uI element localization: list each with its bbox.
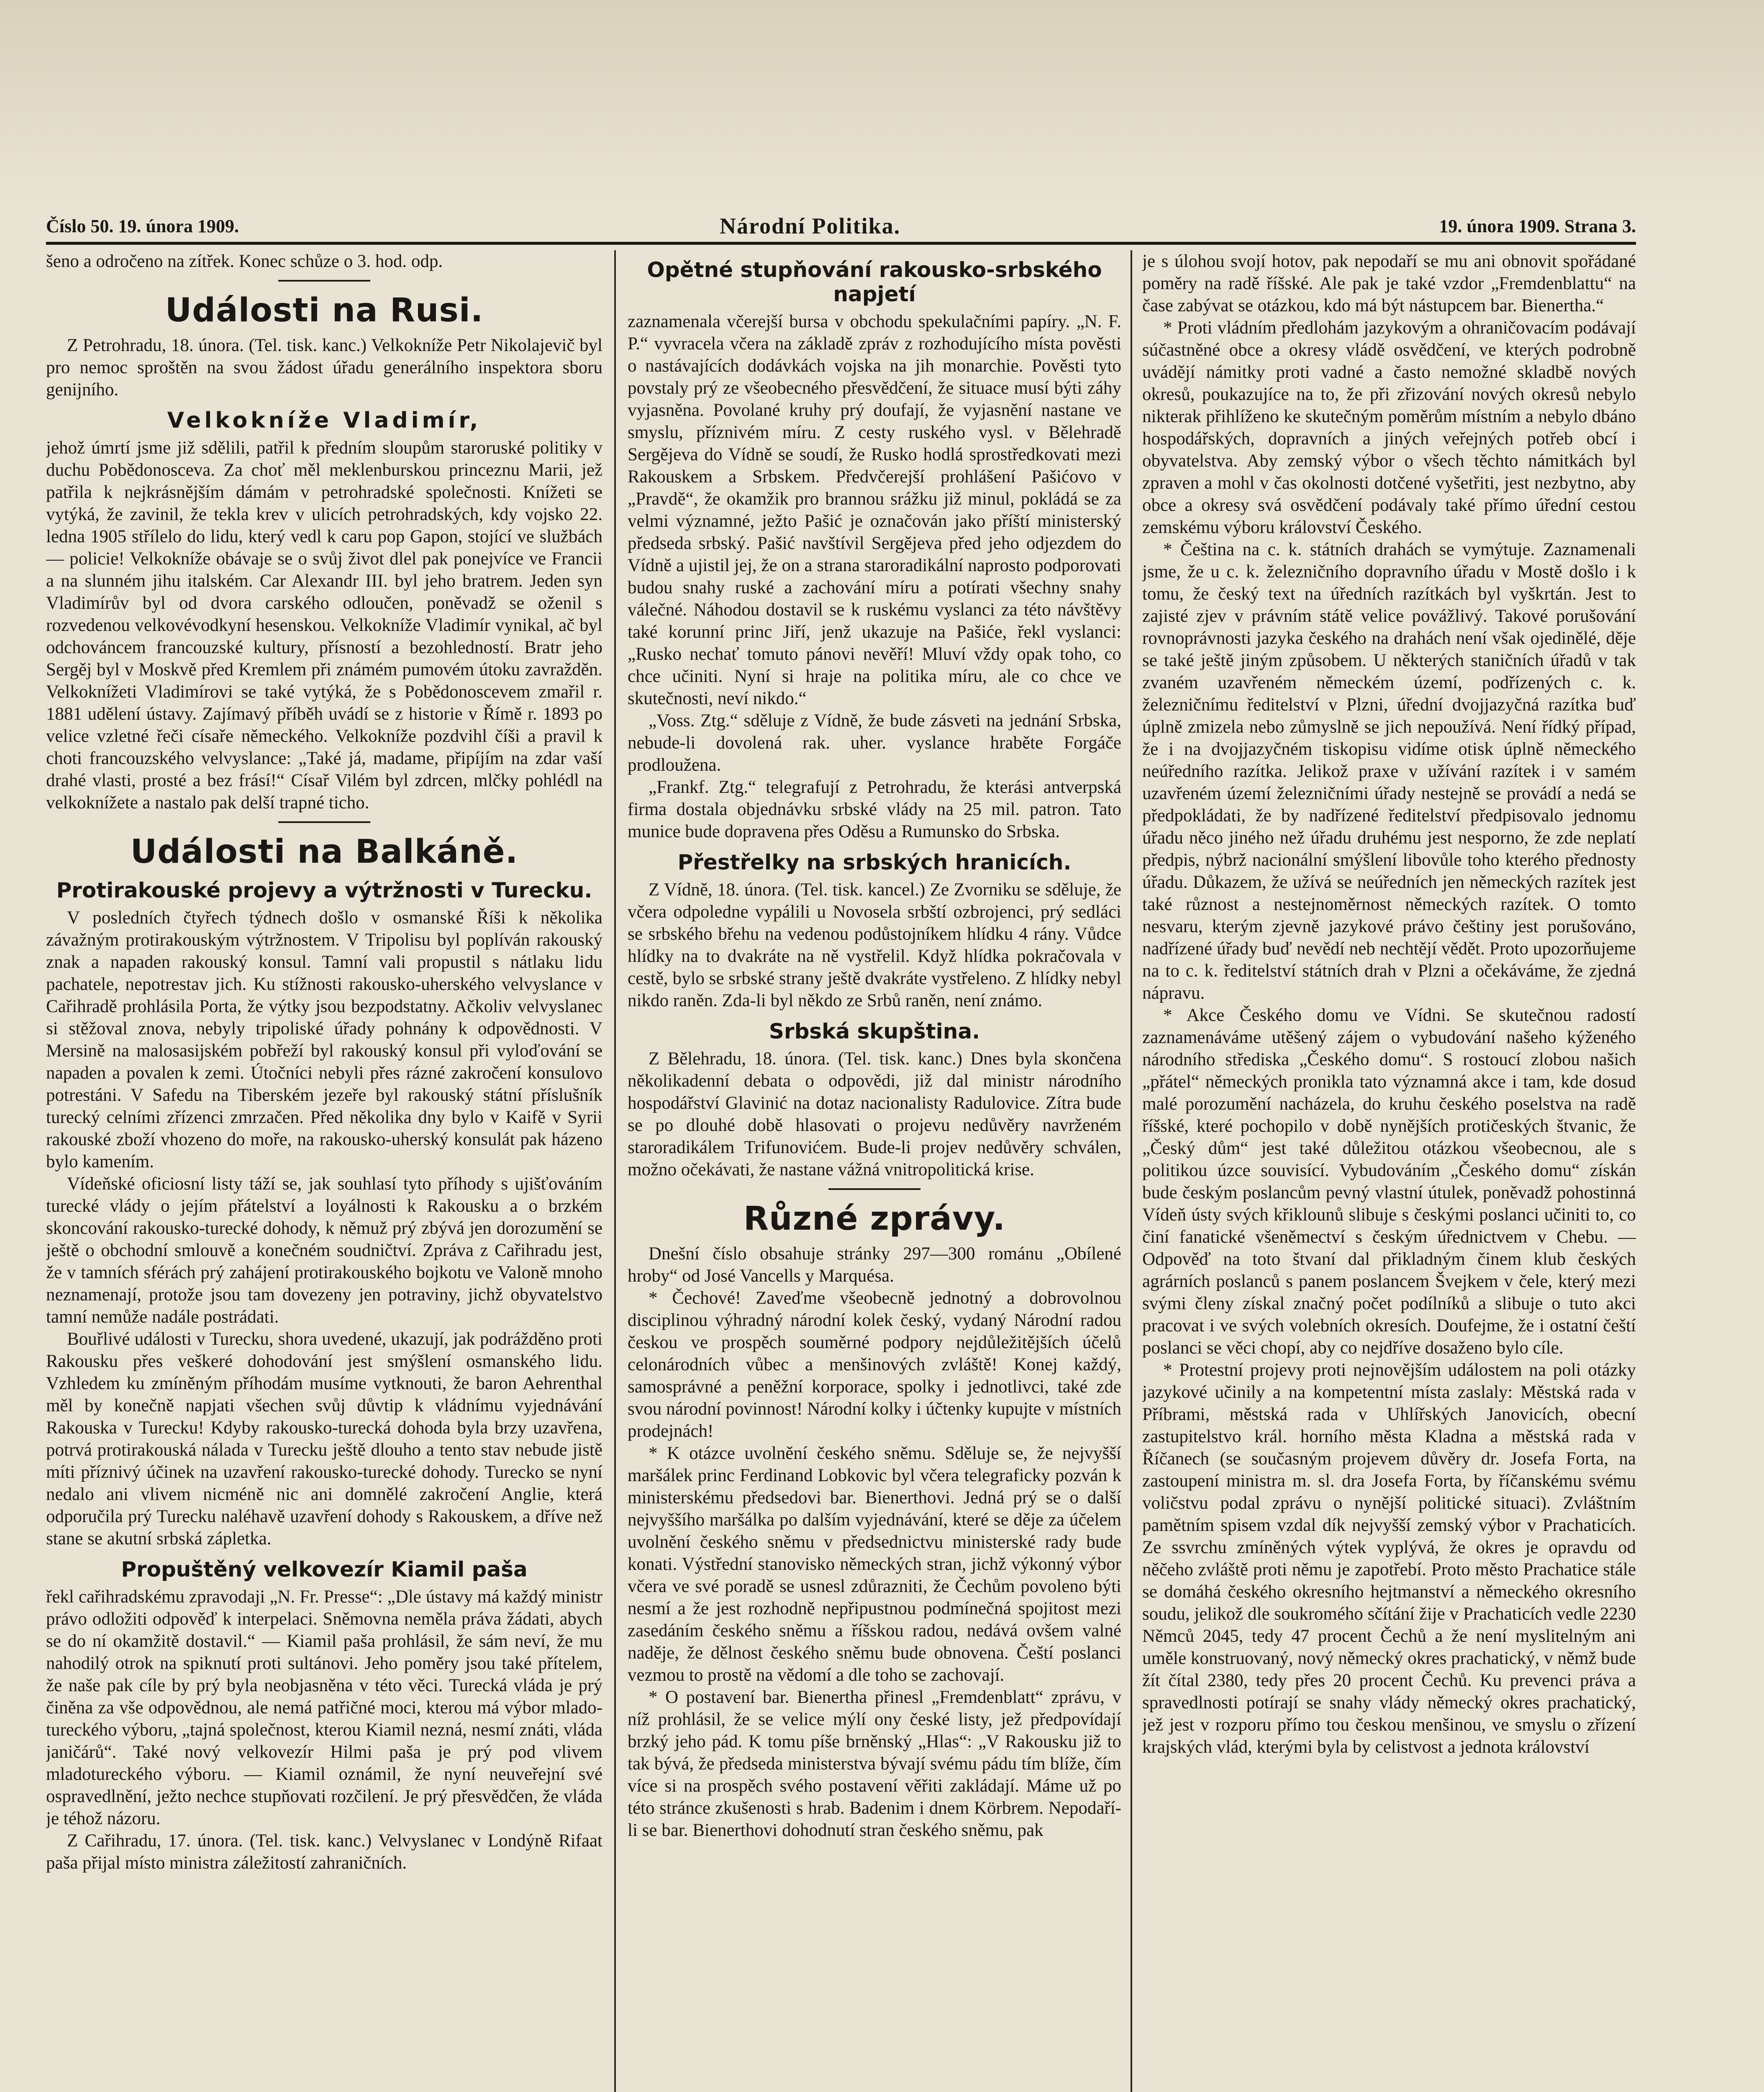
paragraph: Z Bělehradu, 18. února. (Tel. tisk. kanc.) Dnes byla skončena několikadenní debata o odpovědi, již dal ministr národního hospodářství Glavinić na dotaz nacionalisty Radulovice. Zítra bude se po dlouhé době hlasovati o projevu nedůvěry navrženém staroradikálem Trifunovićem. Bude-li projev nedůvěry schválen, možno očekávati, že nastane vážná vnitropolitická krise. [628, 1049, 1121, 1179]
paragraph: Dnešní číslo obsahuje stránky 297—300 románu „Obílené hroby“ od José Vancells y Marquésa. [628, 1244, 1121, 1286]
paragraph: Z Petrohradu, 18. února. (Tel. tisk. kanc.) Velkokníže Petr Nikolajevič byl pro nemoc sproštěn na svou žádost úřadu generálního inspektora sboru genijního. [46, 336, 603, 400]
subheading: Protirakouské projevy a výtržnosti v Turecku. [56, 878, 592, 902]
header-rule [46, 242, 1636, 245]
paragraph: Vídeňské oficiosní listy táží se, jak souhlasí tyto příhody s ujišťováním turecké vlády o jejím přátelství a loyálnosti k Rakousku a o brzkém skoncování rakousko-turecké dohody, k němuž prý zbývá jen dorozumění se ještě o obchodní smlouvě a konečném soudničtví. Zpráva z Cařihradu jest, že v tamních sférách prý zahájení protirakouského bojkotu ve Valoně mnoho neznamenají, protože jsou tam dovezeny jen potraviny, jichž obyvatelstvo tamní nemůže nadále postrádati. [46, 1174, 603, 1327]
paragraph: Z Vídně, 18. února. (Tel. tisk. kancel.) Ze Zvorniku se sděluje, že včera odpoledne vypálili u Novosela srbští ozbrojenci, prý sedláci se srbského břehu na vedenou podůstojníkem hlídku 4 rány. Vůdce hlídky na to dvakráte na ně vystřelil. Když hlídka pokračovala v cestě, bylo se srbské strany ještě dvakráte vystřeleno. Z hlídky nebyl nikdo raněn. Zda-li byl někdo ze Srbů raněn, není známo. [628, 880, 1121, 1010]
section-heading: Různé zprávy. [743, 1200, 1006, 1238]
paragraph: je s úlohou svojí hotov, pak nepodaří se mu ani obnovit spořádané poměry na radě říšské. Ale pak je také vzdor „Fremdenblattu“ na čase zabývat se otázkou, kdo má být nástupcem bar. Bienertha.“ [1142, 251, 1636, 315]
column-2 [628, 250, 1121, 2092]
paragraph: zaznamenala včerejší bursa v obchodu spekulačními papíry. „N. F. P.“ vyvracela včera na základě zpráv z rozhodujícího místa pověsti o nastávajících dodávkách vojska na jih monarchie. Pověsti tyto povstaly prý ze všeobecného přesvědčení, že situace musí býti záhy vyjasněna. Povolané kruhy prý doufají, že vyjasnění nastane ve smyslu, příznivém míru. Z cesty ruského vysl. v Bělehradě Sergějeva do Vídně se soudí, že Rusko hodlá sprostředkovati mezi Rakouskem a Srbskem. Předvčerejší prohlášení Pašićovo v „Pravdě“, že okamžik pro brannou srážku již minul, pokládá se za velmi významné, ježto Pašić je označován jako příští ministerský předseda srbský. Pašić navštívil Sergějeva před jeho odjezdem do Vídně a ujistil jej, že on a strana staroradikální naprosto podporovati budou snahy ruské a zachování míru a potírati všechny snahy válečné. Náhodou dostavil se k ruskému vyslanci za této návštěvy také korunní princ Jiří, jenž ukazuje na Pašiće, řekl vyslanci: „Rusko nechať tomuto pánovi nevěří! Mluví vždy opak toho, co chce učiniti. Nyní si hraje na politika míru, ale co chce ve skutečnosti, neví nikdo.“ [628, 312, 1121, 708]
subheading: Propuštěný velkovezír Kiamil paša [121, 1557, 528, 1582]
subheading: Přestřelky na srbských hranicích. [677, 850, 1072, 874]
section-rule [828, 1188, 920, 1190]
column-divider [1131, 250, 1132, 2092]
issue-number: Číslo 50. 19. února 1909. [46, 216, 239, 236]
paragraph: „Frankf. Ztg.“ telegrafují z Petrohradu, že kterási antverpská firma dostala objednávku srbské vlády na 25 mil. patron. Tato munice bude dopravena přes Oděsu a Rumunsko do Srbska. [628, 777, 1121, 841]
column-1 [46, 250, 603, 2092]
paragraph: V posledních čtyřech týdnech došlo v osmanské Říši k několika závažným protirakouským výtržnostem. V Tripolisu byl poplíván rakouský znak a napaden rakouský konsul. Tamní vali propustil s nátlaku lidu pachatele, nepotrestav jich. Ku stížnosti rakousko-uherského velvyslance v Cařihradě prohlásila Porta, že výtky jsou bezpodstatny. Ačkoliv velvyslanec si stěžoval znova, nebyly tripoliské úřady pohnány k odpovědnosti. V Mersině na malosasijském pobřeží byl rakouský konsul při vyloďování se napaden a povalen k zemi. Útočníci nebyli přes rázné zakročení konsulovo potrestáni. V Safedu na Tiberském jezeře byl rakouský státní příslušník turecký celními zřízenci zmrzačen. Před několika dny bylo v Kaifě v Syrii rakouské zboží vhozeno do moře, na rakousko-uherský konsulát pak házeno bylo kamením. [46, 908, 603, 1172]
paragraph: * K otázce uvolnění českého sněmu. Sděluje se, že nejvyšší maršálek princ Ferdinand Lobkovic byl včera telegraficky pozván k ministerskému předsedovi bar. Bienerthovi. Jedná prý se o další nejvyššího maršálka po dalším vyjednávání, které se děje za účelem uvolnění českého sněmu v předsednictvu ministerské rady bude konati. Výstřední stanovisko německých stran, jichž výkonný výbor včera ve své poradě se usnesl zdůrazniti, že Čechům povoleno býti nesmí a že jest rozhodně nepřipustnou podmínečná spojitost mezi zasedáním českého sněmu a říšskou radou, nedává ovšem valné naděje, že dělnost českého sněmu bude obnovena. Čeští poslanci vezmou to prostě na vědomí a dle toho se zachovají. [628, 1443, 1121, 1685]
paragraph: „Voss. Ztg.“ sděluje z Vídně, že bude zásveti na jednání Srbska, nebude-li dovolená rak. uher. vyslance hraběte Forgáče prodloužena. [628, 711, 1121, 775]
subheading: Srbská skupština. [769, 1019, 980, 1043]
paragraph: jehož úmrtí jsme již sdělili, patřil k předním sloupům staroruské politiky v duchu Pobědonosceva. Za choť měl meklenburskou princeznu Marii, jež patřila k nejkrásnějším dámám v petrohradské společnosti. Knížeti se vytýká, že zavinil, že tekla krev v ulicích petrohradských, kdy vojsko 22. ledna 1905 střílelo do lidu, který vedl k caru pop Gapon, stojící ve službách — policie! Velkokníže obávaje se o svůj život dlel pak ponejvíce ve Francii a na slunném jihu italském. Car Alexandr III. byl jeho bratrem. Jeden syn Vladimírův byl od dvora carského odloučen, poněvadž se oženil s rozvedenou velkovévodkyní hesenskou. Velkokníže Vladimír vynikal, ač byl odchováncem francouzské kultury, přísností a bezohledností. Bratr jeho Sergěj byl v Moskvě před Kremlem při známém pumovém útoku zavražděn. Velkoknížeti Vladimírovi se také vytýká, že s Pobědonoscevem zmařil r. 1881 udělení ústavy. Zajímavý příběh uvádí se z historie v Římě r. 1893 po velice vzletné řeči císaře německého. Velkokníže pozdvihl číši a pravil k choti francouzského velvyslance: „Také já, madame, připíjím na zdar vaší drahé vlasti, prosté a bez frásí!“ Císař Vilém byl zdrcen, mlčky pohlédl na velkoknížete a nastalo pak delší trapné ticho. [46, 438, 603, 813]
page-header [46, 215, 1636, 241]
paragraph: šeno a odročeno na zítřek. Konec schůze o 3. hod. odp. [46, 251, 443, 271]
paragraph: * Protestní projevy proti nejnovějším událostem na poli otázky jazykové učinily a na kompetentní místa zaslaly: Městská rada v Příbrami, městská rada v Uhlířských Janovicích, obecní zastupitelstvo král. horního města Kladna a městská rada v Říčanech (se současným projevem důvěry dr. Josefa Forta, na zastoupení ministra m. sl. dra Josefa Forta, by říčanskému svému voličstvu podal zprávu o nynější politické situaci). Zvláštním pamětním spisem vzdal dík nejvyšší zemský výbor v Prachaticích. Ze ssvrchu zmíněných výtek vyplývá, že okres je opravdu od něčeho zvláště proti němu je zapotřebí. Proto město Prachatice stále se domáhá českého okresního hejtmanství a německého okresního soudu, jelikož dle soukromého sčítání žije v Prachaticích vedle 2230 Němců 2045, tedy 47 procent Čechů a že není myslitelným ani uměle konstruovaný, nový německý okres prachatický, v němž bude žít čítal 2380, tedy přes 20 procent Čechů. Ku prevenci práva a spravedlnosti potírají se snahy vlády německý okres prachatický, jež jest v rozporu přímo tou českou menšinou, ve smyslu o zřízení krajských vlád, kterými byla by celistvost a jednota království [1142, 1360, 1636, 1757]
paragraph: * Akce Českého domu ve Vídni. Se skutečnou radostí zaznamenáváme utěšený zájem o vybudování našeho kýženého národního střediska „Českého domu“. S rostoucí zlobou našich „přátel“ německých pronikla tato významná akce i tam, kde dosud malé porozumění nacházela, do kruhu českého poselstva na radě říšské, které pochopilo v době nynějších protičeských štvanic, že „Český dům“ jest také důležitou otázkou všeobecnou, ale s politikou úzce souvisící. Vybudováním „Českého domu“ získán bude českým poslancům pevný vlastní útulek, poněvadž pohostinná Vídeň ústy svých křiklounů slibuje s českými poslanci učiniti to, co činí fanatické všeněmectví s českým úřednictvem v Chebu. — Odpověď na toto štvaní dal přikladným činem klub českých agrárních poslanců s panem poslancem Švejkem v čele, který mezi svými členy získal značný počet podílníků a slibuje o tuto akci pracovat i ve svých volebních okresích. Doufejme, že i ostatní čeští poslanci se věci chopí, aby co nejdříve dosaženo bylo cíle. [1142, 1005, 1636, 1358]
paragraph: Z Cařihradu, 17. února. (Tel. tisk. kanc.) Velvyslanec v Londýně Rifaat paša přijal místo ministra záležitostí zahraničních. [46, 1831, 603, 1873]
subheading: Velkokníže Vladimír, [167, 408, 482, 433]
page-date: 19. února 1909. Strana 3. [1439, 216, 1636, 236]
masthead: Národní Politika. [720, 213, 901, 238]
paragraph: řekl cařihradskému zpravodaji „N. Fr. Presse“: „Dle ústavy má každý ministr právo odložiti odpověď k interpelaci. Sněmovna neměla práva žádati, abych se do ní okamžitě dostavil.“ — Kiamil paša prohlásil, že sám neví, že mu nahodilý otrok na spiknutí proti sultánovi. Jeho poměry jsou také přítelem, že naše pak cíle by prý byla neobjasněna v této věci. Turecká vláda je prý činěna za vše odpovědnou, ale nemá patřičné moci, kterou má výbor mlado-tureckého výboru, „tajná společnost, kterou Kiamil nezná, nesmí znáti, vláda janičárů“. Také nový velkovezír Hilmi paša je prý pod vlivem mladotureckého výboru. — Kiamil oznámil, že nyní neuveřejní své ospravedlnění, ježto nechce stupňovati rozčilení. Je prý přesvědčen, že vláda je téhož názoru. [46, 1587, 603, 1828]
section-heading: Události na Balkáně. [130, 833, 518, 871]
column-divider [614, 250, 616, 2092]
paragraph: Bouřlivé události v Turecku, shora uvedené, ukazují, jak podrážděno proti Rakousku přes veškeré dohodování jest smýšlení osmanského lidu. Vzhledem ku zmíněným příhodám musíme vytknouti, že baron Aehrenthal měl by konečně napjati všechen svůj důvtip k vládnímu vyjednávání Rakouska v Turecku! Kdyby rakousko-turecká dohoda byla brzy uzavřena, potrvá protirakouská nálada v Turecku ještě dlouho a tento stav nebude jistě míti příznivý účinek na uzavření rakousko-turecké dohody. Turecko se nyní nedalo ani vlivem nicméně nic ani domnělé zakročení Anglie, která odporučila prý Turecku naléhavě uzavření dohody s Rakouskem, a dříve než stane se akutní srbská zápletka. [46, 1329, 603, 1548]
section-heading: Události na Rusi. [165, 292, 484, 329]
column-3 [1142, 250, 1636, 2092]
subheading: Opětné stupňování rakousko-srbského napjetí [647, 258, 1102, 306]
paragraph: * Čechové! Zaveďme všeobecně jednotný a dobrovolnou disciplinou výhradný národní kolek český, vydaný Národní radou českou ve prospěch souměrné podpory nejdůležitějších účelů celonárodních vůbec a menšinových zvláště! Konej každý, samosprávné a peněžní korporace, spolky i jednotlivci, také zde svou národní povinnost! Národní kolky i účtenky kupujte v místních prodejnách! [628, 1288, 1121, 1441]
section-rule [278, 821, 370, 823]
section-rule [278, 280, 370, 282]
paragraph: * Proti vládním předlohám jazykovým a ohraničovacím podávají súčastněné obce a okresy vládě osvědčení, ve kterých podrobně uvádějí námitky proti vadné a často nemožné skladbě nových okresů, poukazujíce na to, že při zřizování nových okresů nebylo nikterak přihlíženo ke skutečným poměrům místním a nebylo dbáno hospodářských, dopravních a jiných veřejných potřeb obcí i obyvatelstva. Aby zemský výbor o všech těchto námitkách byl zpraven a mohl v čas okolnosti dotčené vyšetřiti, jest nezbytno, aby obce a okresy svá osvědčení podávaly také přímo úřední cestou zemskému výboru království Českého. [1142, 318, 1636, 537]
paragraph: * Čeština na c. k. státních drahách se vymýtuje. Zaznamenali jsme, že u c. k. železničního dopravního úřadu v Mostě došlo i k tomu, že český text na úředních razítkách byl vyškrtán. Jest to zajisté zjev v právním státě velice povážlivý. Takové porušování rovnoprávnosti jazyka českého na drahách není však ojedinělé, děje se také ještě jiným způsobem. U některých staničních úřadů v tak zvaném uzavřeném německém území, podřízených c. k. železničnímu ředitelství v Plzni, úřední dvojjazyčná razítka buď úplně zmizela nebo zůmyslně se jich nepoužívá. Není řídký případ, že i na dvojjazyčném tiskopisu vidíme otisk úplně německého neúředního razítka. Jelikož praxe v užívání razítek i v samém uzavřeném území železničními úřady nestejně se provádí a nedá se předpokládati, že by nadřízené ředitelství předpisovalo jednomu úřadu něco jiného než úřadu druhému jest nesporno, že zde neplatí předpis, nýbrž nacionální smýšlení libovůle toho kterého přednosty úřadu. Důkazem, že užívá se neúředních jen německých razítek jest také různost a nestejnoměrnost německých razítek. O tomto nesvaru, kterým zjevně jazykové právo češtiny jest porušováno, nadřízené úřady buď nevědí neb nechtějí vědět. Proto upozorňujeme na to c. k. ředitelství státních drah v Plzni a očekáváme, že zjedná nápravu. [1142, 540, 1636, 1003]
paper-margin [0, 0, 1764, 201]
paragraph: * O postavení bar. Bienertha přinesl „Fremdenblatt“ zprávu, v níž prohlásil, že se velice mýlí ony české listy, jež předpovídají brzký jeho pád. K tomu píše brněnský „Hlas“: „V Rakousku již to tak bývá, že předseda ministerstva bývají svému pádu tím blíže, čím více si na prospěch svého postavení věřiti zakládají. Máme už po této stránce zkušenosti s hrab. Badenim i dnem Körbrem. Nepodaří-li se bar. Bienerthovi dohodnutí stran českého sněmu, pak [628, 1687, 1121, 1840]
